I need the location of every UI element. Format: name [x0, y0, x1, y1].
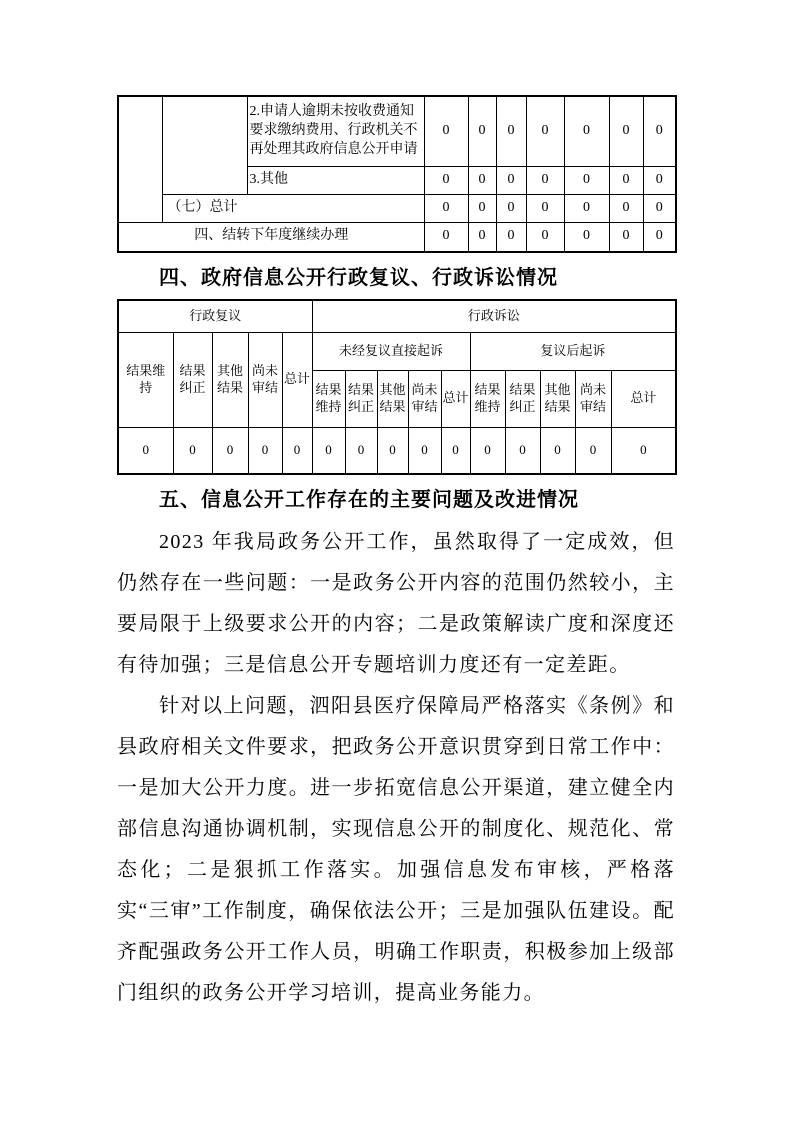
paragraph: 针对以上问题，泗阳县医疗保障局严格落实《条例》和县政府相关文件要求，把政务公开意识贯穿到日常工作中：一是加大公开力度。进一步拓宽信息公开渠道，建立健全内部信息沟通协调机制，实现信息公开的制度化、规范化、常态化；二是狠抓工作落实。加强信息发布审核，严格落实“三审”工作制度，确保依法公开；三是加强队伍建设。配齐配强政务公开工作人员，明确工作职责，积极参加上级部门组织的政务公开学习培训，提高业务能力。 — [117, 695, 675, 1004]
value-cell: 0 — [496, 96, 526, 166]
value-cell: 0 — [248, 427, 282, 474]
table-row — [118, 427, 676, 474]
empty-stub-cell — [162, 96, 247, 194]
row-label: 2.申请人逾期未按收费通知要求缴纳费用、行政机关不再处理其政府信息公开申请 — [247, 96, 424, 166]
value-cell: 0 — [282, 427, 312, 474]
column-header: 总计 — [441, 370, 470, 427]
table-row — [118, 332, 676, 370]
value-cell: 0 — [496, 166, 526, 194]
value-cell: 0 — [408, 427, 441, 474]
value-cell: 0 — [424, 194, 468, 222]
row-label: （七）总计 — [162, 194, 424, 222]
section-heading-5: 五、信息公开工作存在的主要问题及改进情况 — [159, 489, 579, 511]
value-cell: 0 — [377, 427, 408, 474]
column-header: 总计 — [282, 332, 312, 427]
value-cell: 0 — [564, 166, 609, 194]
empty-stub-cell — [118, 96, 162, 222]
value-cell: 0 — [643, 222, 676, 252]
value-cell: 0 — [643, 194, 676, 222]
value-cell: 0 — [609, 222, 643, 252]
value-cell: 0 — [564, 222, 609, 252]
review-group-header: 行政复议 — [118, 300, 312, 332]
value-cell: 0 — [345, 427, 377, 474]
row-label: 3.其他 — [247, 166, 424, 194]
value-cell: 0 — [496, 194, 526, 222]
column-header: 尚未审结 — [575, 370, 611, 427]
value-cell: 0 — [505, 427, 540, 474]
column-header: 尚未审结 — [408, 370, 441, 427]
value-cell: 0 — [540, 427, 575, 474]
review-litigation-table — [117, 299, 677, 475]
value-cell: 0 — [118, 427, 173, 474]
value-cell: 0 — [173, 427, 212, 474]
column-header: 结果维持 — [470, 370, 505, 427]
value-cell: 0 — [312, 427, 345, 474]
column-header: 总计 — [611, 370, 676, 427]
value-cell: 0 — [496, 222, 526, 252]
value-cell: 0 — [468, 222, 496, 252]
table-row — [118, 194, 676, 222]
column-header: 结果维持 — [312, 370, 345, 427]
value-cell: 0 — [609, 166, 643, 194]
value-cell: 0 — [609, 96, 643, 166]
value-cell: 0 — [468, 96, 496, 166]
value-cell: 0 — [424, 222, 468, 252]
litigation-group-header: 行政诉讼 — [312, 300, 676, 332]
value-cell: 0 — [526, 96, 564, 166]
column-header: 结果纠正 — [173, 332, 212, 427]
row-label: 四、结转下年度继续办理 — [118, 222, 424, 252]
value-cell: 0 — [643, 166, 676, 194]
value-cell: 0 — [564, 96, 609, 166]
table-row — [118, 96, 676, 166]
section-heading-4: 四、政府信息公开行政复议、行政诉讼情况 — [159, 267, 558, 289]
value-cell: 0 — [611, 427, 676, 474]
direct-suit-header: 未经复议直接起诉 — [312, 332, 470, 370]
value-cell: 0 — [526, 222, 564, 252]
value-cell: 0 — [470, 427, 505, 474]
column-header: 其他结果 — [377, 370, 408, 427]
column-header: 其他结果 — [540, 370, 575, 427]
paragraph: 2023 年我局政务公开工作，虽然取得了一定成效，但仍然存在一些问题：一是政务公开内容的范围仍然较小，主要局限于上级要求公开的内容；二是政策解读广度和深度还有待加强；三是信息公开专题培训力度还有一定差距。 — [117, 531, 675, 676]
value-cell: 0 — [212, 427, 248, 474]
column-header: 结果维持 — [118, 332, 173, 427]
value-cell: 0 — [526, 194, 564, 222]
value-cell: 0 — [575, 427, 611, 474]
application-handling-table — [117, 95, 677, 253]
value-cell: 0 — [526, 166, 564, 194]
value-cell: 0 — [441, 427, 470, 474]
after-review-suit-header: 复议后起诉 — [470, 332, 676, 370]
column-header: 结果纠正 — [345, 370, 377, 427]
value-cell: 0 — [609, 194, 643, 222]
table-row — [118, 222, 676, 252]
document-content — [117, 95, 675, 1014]
column-header: 其他结果 — [212, 332, 248, 427]
body-text — [117, 522, 675, 1014]
value-cell: 0 — [643, 96, 676, 166]
value-cell: 0 — [564, 194, 609, 222]
table-row — [118, 300, 676, 332]
value-cell: 0 — [424, 166, 468, 194]
column-header: 尚未审结 — [248, 332, 282, 427]
column-header: 结果纠正 — [505, 370, 540, 427]
value-cell: 0 — [468, 166, 496, 194]
value-cell: 0 — [424, 96, 468, 166]
value-cell: 0 — [468, 194, 496, 222]
